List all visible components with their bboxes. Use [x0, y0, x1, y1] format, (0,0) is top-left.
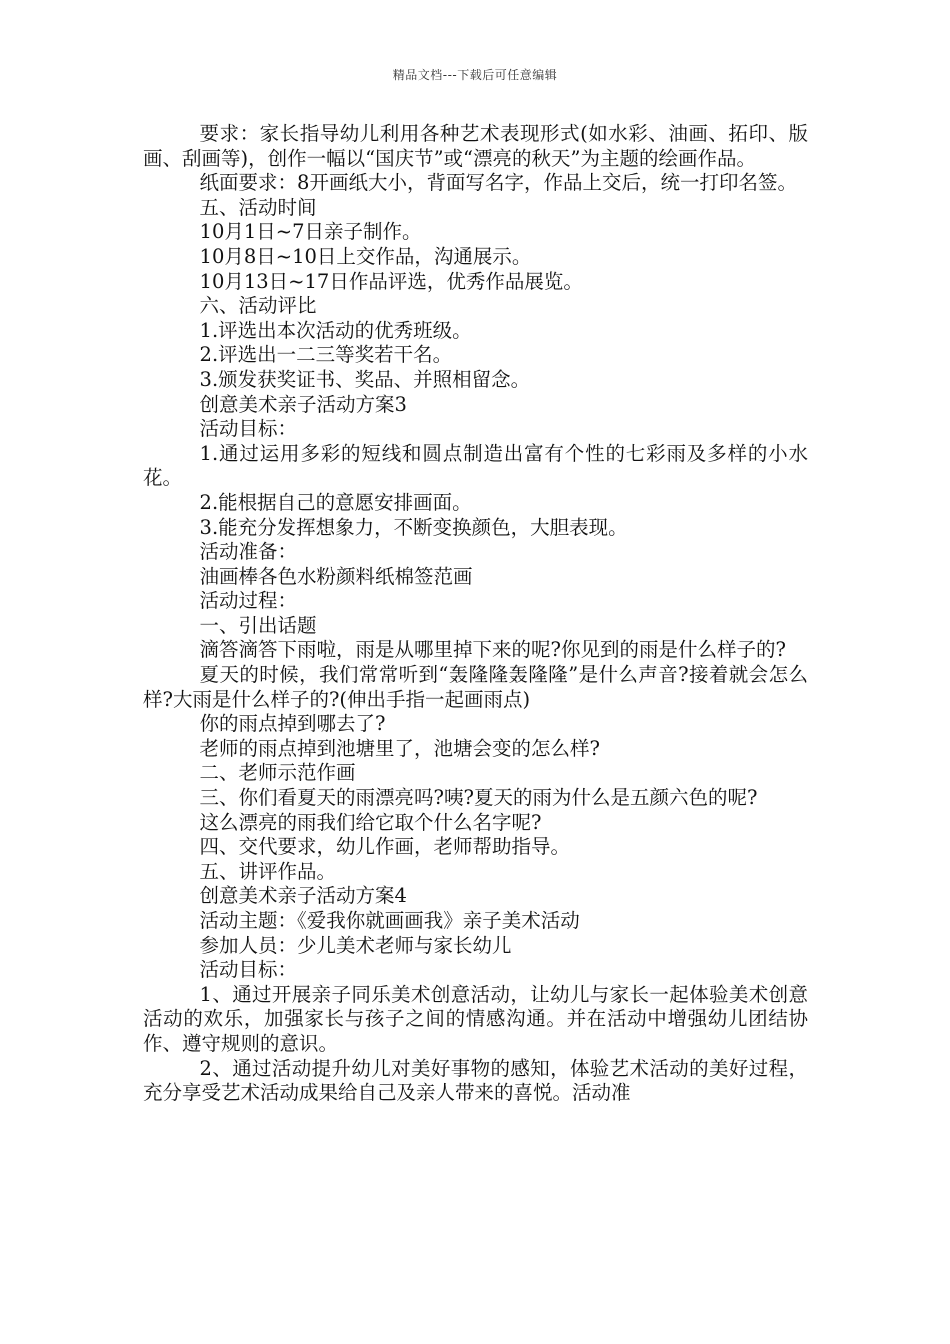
document-body [143, 122, 808, 1106]
section-heading: 五、讲评作品。 [199, 859, 337, 883]
section-heading: 活动准备： [199, 540, 298, 564]
section-heading: 六、活动评比 [199, 294, 317, 318]
paragraph: 三、你们看夏天的雨漂亮吗?咦?夏天的雨为什么是五颜六色的呢? [199, 786, 758, 810]
paragraph: 滴答滴答下雨啦，雨是从哪里掉下来的呢?你见到的雨是什么样子的? [199, 638, 786, 662]
paragraph: 这么漂亮的雨我们给它取个什么名字呢? [199, 810, 542, 834]
list-item: 2.能根据自己的意愿安排画面。 [199, 490, 472, 514]
section-heading: 活动目标： [199, 417, 298, 441]
list-item: 3.颁发获奖证书、奖品、并照相留念。 [199, 367, 531, 391]
paragraph: 夏天的时候，我们常常听到“轰隆隆轰隆隆”是什么声音?接着就会怎么样?大雨是什么样子的?(伸出手指一起画雨点) [143, 663, 808, 711]
paragraph: 你的雨点掉到哪去了? [199, 712, 386, 736]
paragraph: 老师的雨点掉到池塘里了，池塘会变的怎么样? [199, 736, 601, 760]
list-item: 2.评选出一二三等奖若干名。 [199, 343, 453, 367]
paragraph: 参加人员：少儿美术老师与家长幼儿 [199, 933, 512, 957]
paragraph: 纸面要求：8开画纸大小，背面写名字，作品上交后，统一打印名签。 [199, 171, 797, 195]
list-item: 3.能充分发挥想象力，不断变换颜色，大胆表现。 [199, 515, 628, 539]
list-item: 2、通过活动提升幼儿对美好事物的感知，体验艺术活动的美好过程，充分享受艺术活动成果给自己及亲人带来的喜悦。活动准 [143, 1056, 808, 1105]
paragraph: 油画棒各色水粉颜料纸棉签范画 [199, 564, 473, 588]
section-heading: 二、老师示范作画 [199, 761, 356, 785]
list-item: 1.评选出本次活动的优秀班级。 [199, 318, 472, 342]
paragraph: 10月1日~7日亲子制作。 [199, 220, 422, 244]
list-item: 1、通过开展亲子同乐美术创意活动，让幼儿与家长一起体验美术创意活动的欢乐，加强家长与孩子之间的情感沟通。并在活动中增强幼儿团结协作、遵守规则的意识。 [143, 982, 808, 1055]
paragraph: 活动主题：《爱我你就画画我》亲子美术活动 [199, 909, 580, 932]
plan-title: 创意美术亲子活动方案4 [199, 884, 407, 908]
page-header: 精品文档---下载后可任意编辑 [392, 68, 558, 82]
paragraph: 10月13日~17日作品评选，优秀作品展览。 [199, 269, 583, 293]
section-heading: 活动过程： [199, 589, 298, 613]
section-heading: 五、活动时间 [199, 195, 317, 219]
paragraph: 10月8日~10日上交作品，沟通展示。 [199, 244, 532, 268]
section-heading: 活动目标： [199, 958, 298, 982]
plan-title: 创意美术亲子活动方案3 [199, 392, 407, 416]
section-heading: 一、引出话题 [199, 613, 317, 637]
paragraph: 要求：家长指导幼儿利用各种艺术表现形式(如水彩、油画、拓印、版画、刮画等)，创作一幅以“国庆节”或“漂亮的秋天”为主题的绘画作品。 [143, 122, 808, 170]
section-heading: 四、交代要求，幼儿作画，老师帮助指导。 [199, 835, 571, 859]
list-item: 1.通过运用多彩的短线和圆点制造出富有个性的七彩雨及多样的小水花。 [143, 441, 808, 490]
